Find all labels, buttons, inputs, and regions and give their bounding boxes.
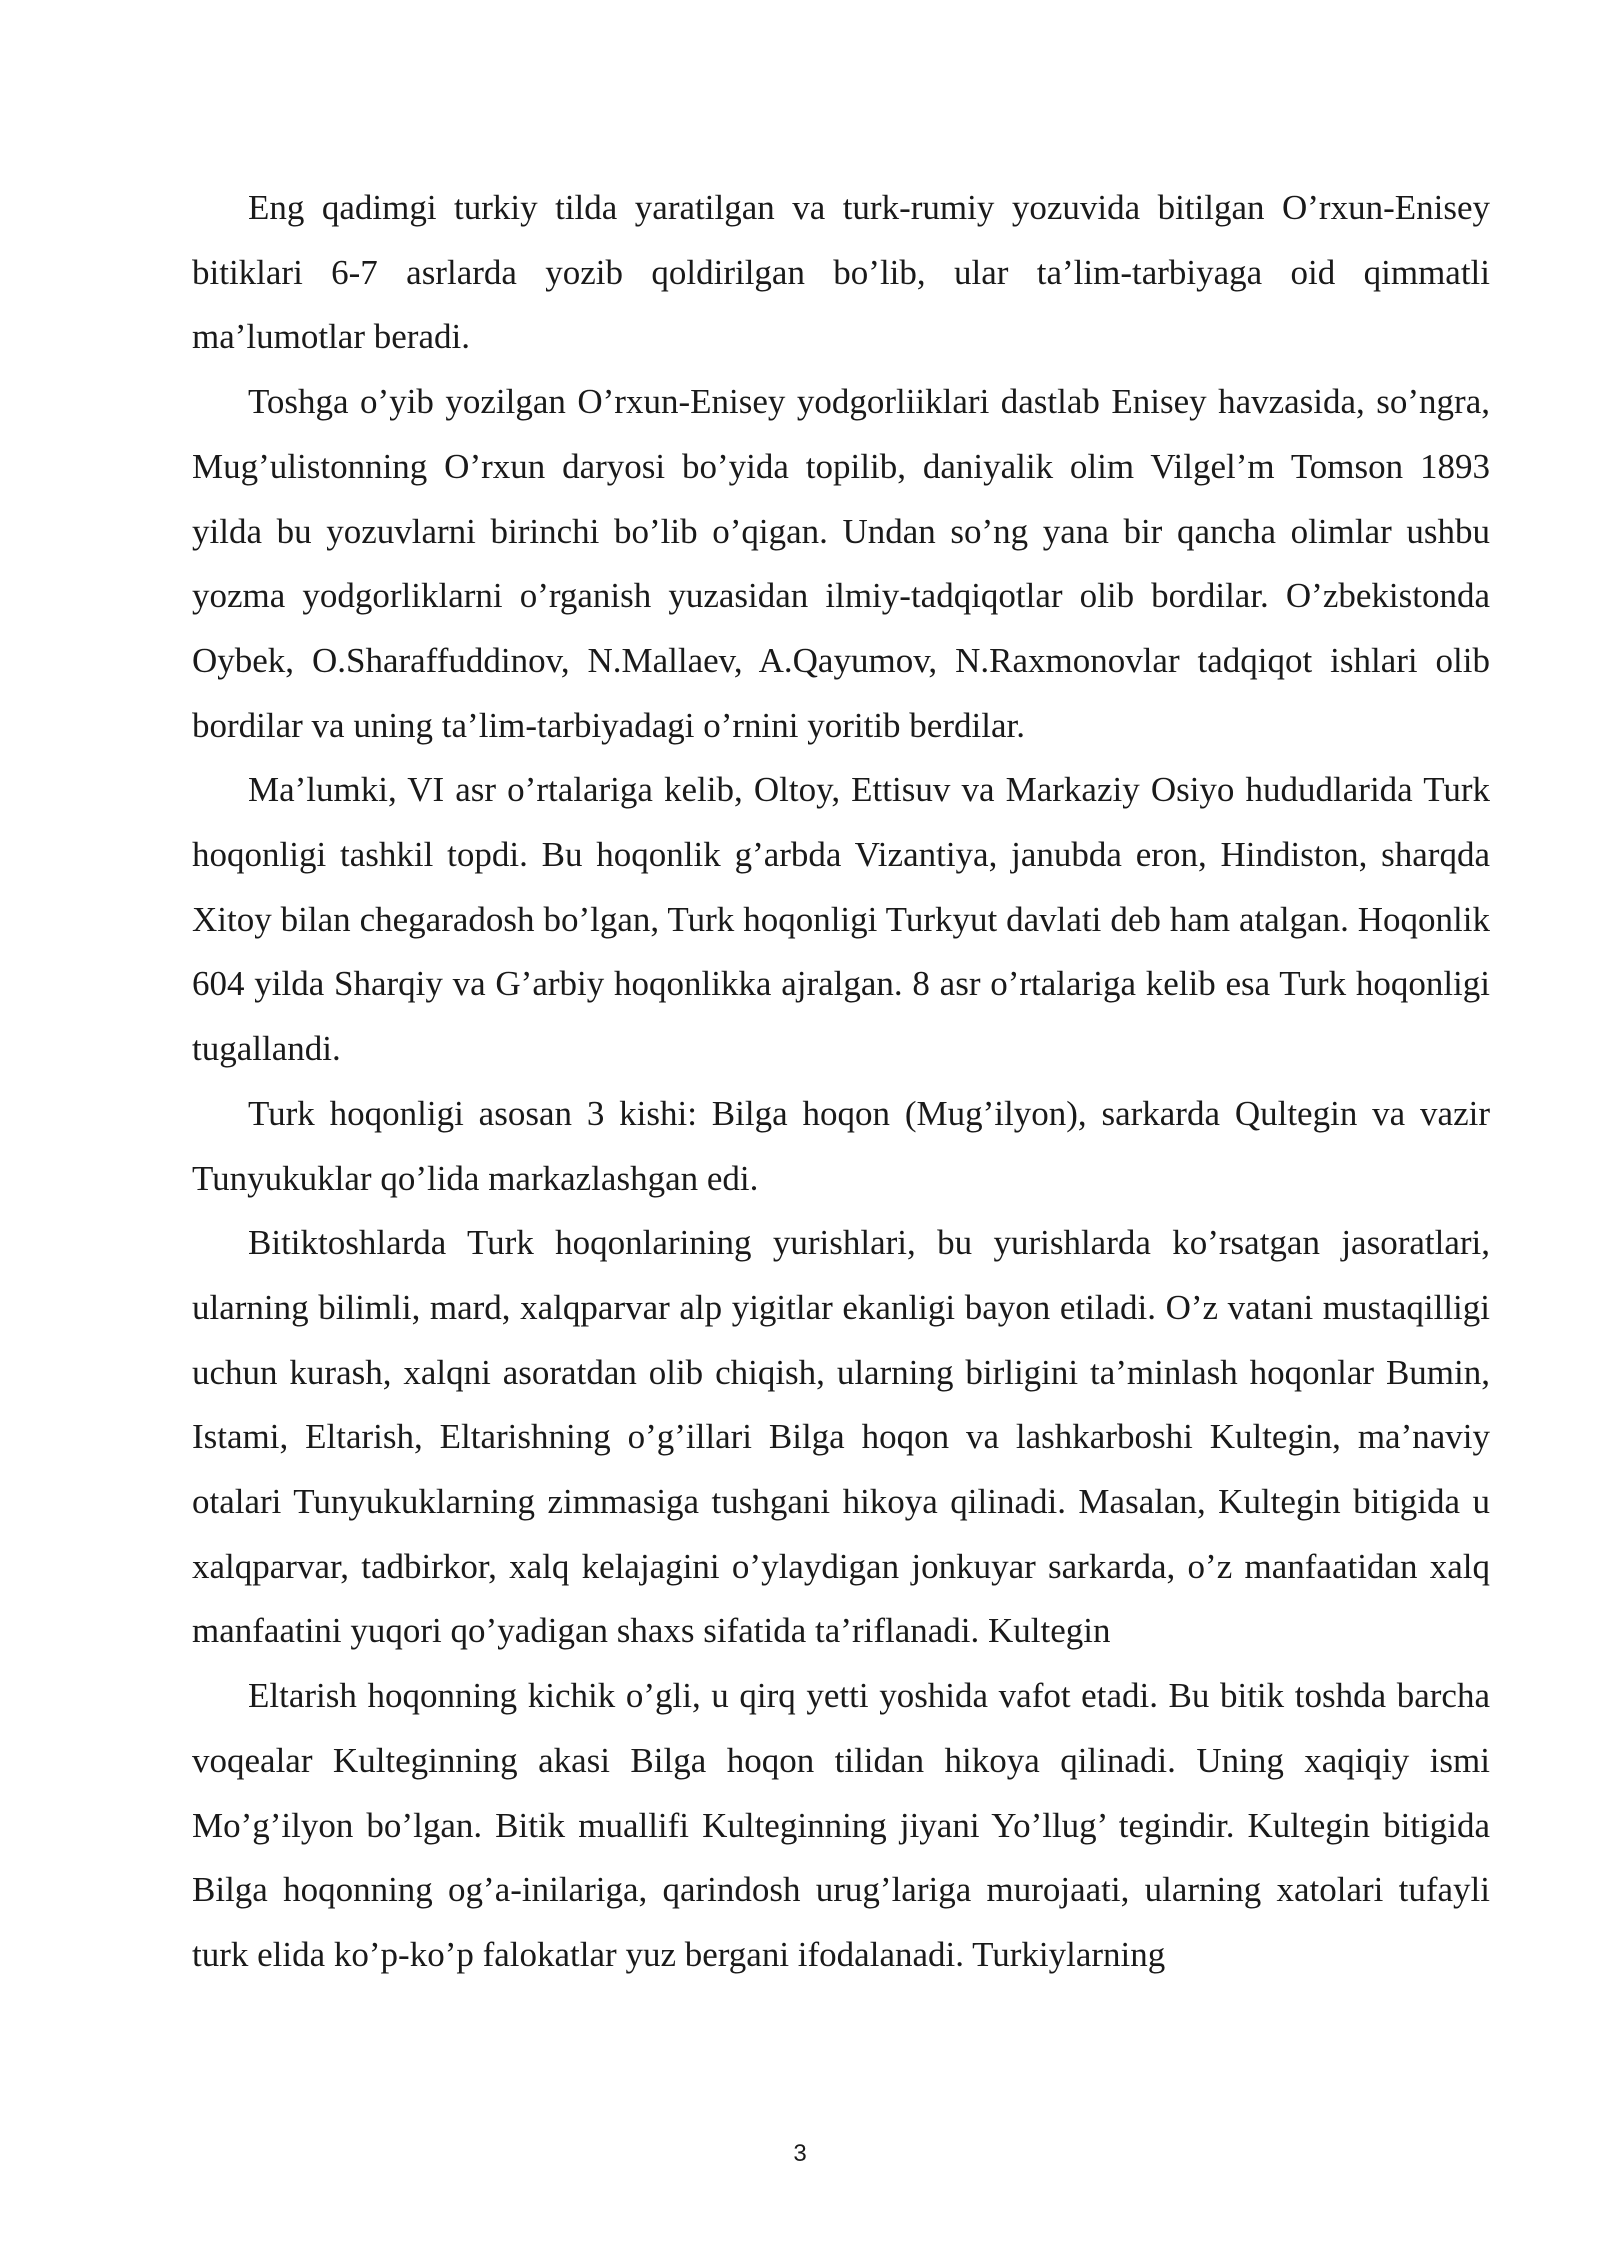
paragraph: Eng qadimgi turkiy tilda yaratilgan va turk-rumiy yozuvida bitilgan O’rxun-Enisey bitiklari 6-7 asrlarda yozib qoldirilgan bo’lib, ular ta’lim-tarbiyaga oid qimmatli ma’lumotlar beradi. xyxy=(192,188,1490,357)
page-number: 3 xyxy=(793,2140,807,2167)
paragraph: Turk hoqonligi asosan 3 kishi: Bilga hoqon (Mug’ilyon), sarkarda Qultegin va vazir Tunyukuklar qo’lida markazlashgan edi. xyxy=(192,1093,1490,1198)
paragraph: Eltarish hoqonning kichik o’gli, u qirq yetti yoshida vafot etadi. Bu bitik toshda barcha voqealar Kulteginning akasi Bilga hoqon tilidan hikoya qilinadi. Uning xaqiqiy ismi Mo’g’ilyon bo’lgan. Bitik muallifi Kulteginning jiyani Yo’llug’ tegindir. Kultegin bitigida Bilga hoqonning og’a-inilariga, qarindosh urug’lariga murojaati, ularning xatolari tufayli turk elida ko’p-ko’p falokatlar yuz bergani ifodalanadi. Turkiylarning xyxy=(192,1676,1490,1974)
document-body xyxy=(192,176,1490,1988)
paragraph: Bitiktoshlarda Turk hoqonlarining yurishlari, bu yurishlarda ko’rsatgan jasoratlari, ularning bilimli, mard, xalqparvar alp yigitlar ekanligi bayon etiladi. O’z vatani mustaqilligi uchun kurash, xalqni asoratdan olib chiqish, ularning birligini ta’minlash hoqonlar Bumin, Istami, Eltarish, Eltarishning o’g’illari Bilga hoqon va lashkarboshi Kultegin, ma’naviy otalari Tunyukuklarning zimmasiga tushgani hikoya qilinadi. Masalan, Kultegin bitigida u xalqparvar, tadbirkor, xalq kelajagini o’ylaydigan jonkuyar sarkarda, o’z manfaatidan xalq manfaatini yuqori qo’yadigan shaxs sifatida ta’riflanadi. Kultegin xyxy=(192,1223,1490,1651)
paragraph: Ma’lumki, VI asr o’rtalariga kelib, Oltoy, Ettisuv va Markaziy Osiyo hududlarida Turk hoqonligi tashkil topdi. Bu hoqonlik g’arbda Vizantiya, janubda eron, Hindiston, sharqda Xitoy bilan chegaradosh bo’lgan, Turk hoqonligi Turkyut davlati deb ham atalgan. Hoqonlik 604 yilda Sharqiy va G’arbiy hoqonlikka ajralgan. 8 asr o’rtalariga kelib esa Turk hoqonligi tugallandi. xyxy=(192,770,1490,1069)
paragraph: Toshga o’yib yozilgan O’rxun-Enisey yodgorliiklari dastlab Enisey havzasida, so’ngra, Mug’ulistonning O’rxun daryosi bo’yida topilib, daniyalik olim Vilgel’m Tomson 1893 yilda bu yozuvlarni birinchi bo’lib o’qigan. Undan so’ng yana bir qancha olimlar ushbu yozma yodgorliklarni o’rganish yuzasidan ilmiy-tadqiqotlar olib bordilar. O’zbekistonda Oybek, O.Sharaffuddinov, N.Mallaev, A.Qayumov, N.Raxmonovlar tadqiqot ishlari olib bordilar va uning ta’lim-tarbiyadagi o’rnini yoritib berdilar. xyxy=(192,382,1490,745)
